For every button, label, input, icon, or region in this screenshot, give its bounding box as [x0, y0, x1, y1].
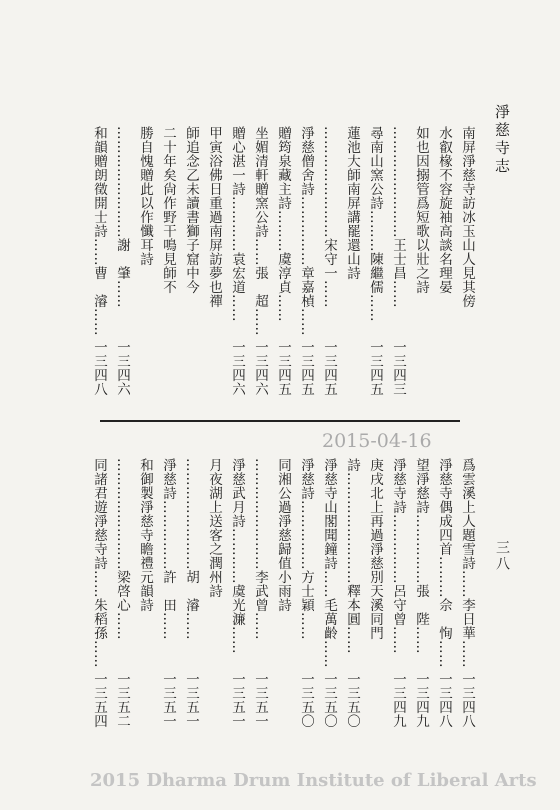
toc-entry-page: 一三四八: [459, 672, 475, 728]
toc-entry: [202, 126, 225, 396]
toc-entry-title: 詩……………………釋本圓……: [344, 458, 360, 654]
toc-entry-page: 一三四六: [114, 340, 130, 396]
toc-entry-title: 淨慈僧舍詩……………章嘉楨……: [298, 126, 314, 336]
toc-entry: [156, 126, 179, 396]
toc-entry: [110, 458, 133, 728]
toc-entry-title: 淨慈寺偶成四首………佘 恂……: [436, 458, 452, 668]
toc-entry-page: 一三五〇: [344, 672, 360, 728]
toc-entry: [386, 458, 409, 728]
toc-entry: [432, 126, 455, 396]
date-stamp: 2015-04-16: [322, 430, 432, 452]
toc-entry-page: 一三四八: [436, 672, 452, 728]
toc-entry: [179, 458, 202, 728]
toc-entry-page: 一三五〇: [298, 672, 314, 728]
toc-entry-title: 南屏淨慈寺訪冰玉山人見其傍: [459, 126, 475, 308]
toc-entry-title: 爲雲溪上人題雪詩……李日華……: [459, 458, 475, 668]
toc-entry-title: 望淨慈詩……………張 陛……: [413, 458, 429, 654]
toc-entry-title: 和御製淨慈寺瞻禮元韻詩: [137, 458, 153, 612]
toc-entry: [225, 126, 248, 396]
toc-entry-page: 一三四五: [321, 340, 337, 396]
toc-entry-title: 二十年矣尙作野干鳴見師不: [160, 126, 176, 294]
toc-entry-title: ……………………謝 肇……: [114, 126, 130, 308]
toc-entry-title: 蓮池大師南屏講罷還山詩: [344, 126, 360, 280]
toc-entry-title: 淨慈武月詩…………虞光濂……: [229, 458, 245, 654]
toc-entry: [156, 458, 179, 728]
toc-entry: [271, 126, 294, 396]
toc-entry-title: 淨慈詩……………方士穎……: [298, 458, 314, 640]
toc-entry-page: 一三四六: [252, 340, 268, 396]
toc-entry-title: ……………………李武曾……: [252, 458, 268, 640]
toc-entry-title: 庚戌北上再過淨慈別天溪同門: [367, 458, 383, 640]
toc-top-section: [87, 126, 478, 396]
toc-entry: [225, 458, 248, 728]
toc-entry: [363, 126, 386, 396]
toc-entry: [110, 126, 133, 396]
toc-entry-title: 同諸君遊淨慈寺詩……朱稻孫……: [91, 458, 107, 668]
toc-entry-page: 一三五四: [91, 672, 107, 728]
toc-entry: [340, 126, 363, 396]
toc-entry: [133, 458, 156, 728]
toc-entry-title: ……………………王士昌……: [390, 126, 406, 308]
toc-entry-page: 一三四九: [413, 672, 429, 728]
toc-entry-title: 甲寅浴佛日重過南屏訪夢也禪: [206, 126, 222, 308]
toc-entry: [179, 126, 202, 396]
toc-entry-page: 一三五二: [114, 672, 130, 728]
watermark-text: 2015 Dharma Drum Institute of Liberal Arts: [90, 770, 537, 791]
toc-entry-title: 勝自愧贈此以作懺耳詩: [137, 126, 153, 266]
toc-entry: [248, 458, 271, 728]
toc-entry-title: 如也因搦管爲短歌以壯之詩: [413, 126, 429, 294]
toc-entry-page: 一三五一: [229, 672, 245, 728]
page-number: 三八: [494, 540, 510, 572]
toc-entry-title: 坐媚清軒贈窯公詩……張 超……: [252, 126, 268, 336]
toc-entry: [294, 126, 317, 396]
toc-entry-title: 尋南山窯公詩………陳繼儒……: [367, 126, 383, 322]
toc-entry-page: 一三四五: [367, 340, 383, 396]
toc-entry: [432, 458, 455, 728]
toc-entry-page: 一三四三: [390, 340, 406, 396]
toc-entry: [202, 458, 225, 728]
toc-entry: [455, 458, 478, 728]
toc-entry-title: 贈心湛一詩…………袁宏道……: [229, 126, 245, 322]
toc-entry-title: 贈筠泉藏主詩………虞淳貞……: [275, 126, 291, 322]
toc-entry: [317, 126, 340, 396]
section-divider: [100, 420, 460, 422]
toc-entry-page: 一三四六: [229, 340, 245, 396]
toc-entry-page: 一三五一: [160, 672, 176, 728]
toc-entry: [455, 126, 478, 396]
toc-entry-title: ……………………梁啓心……: [114, 458, 130, 640]
running-header-title: 淨慈寺志: [493, 104, 511, 176]
toc-entry-title: 和韻贈朗徵開士詩……曹 濬……: [91, 126, 107, 336]
toc-entry-page: 一三四五: [275, 340, 291, 396]
toc-entry-title: 水叡椽不容旋袖高談名理晏: [436, 126, 452, 294]
toc-entry-page: 一三四八: [91, 340, 107, 396]
toc-entry-title: 淨慈寺山閣聞鐘詩……毛萬齡……: [321, 458, 337, 668]
toc-entry: [294, 458, 317, 728]
toc-entry: [87, 126, 110, 396]
toc-entry-page: 一三五〇: [321, 672, 337, 728]
toc-entry-title: 同湘公過淨慈歸值小雨詩: [275, 458, 291, 612]
toc-entry: [363, 458, 386, 728]
toc-entry-page: 一三四五: [298, 340, 314, 396]
toc-entry: [271, 458, 294, 728]
toc-entry-title: 師追念乙未讀書獅子窟中今: [183, 126, 199, 294]
toc-entry: [317, 458, 340, 728]
toc-bottom-section: [87, 458, 478, 728]
toc-entry-title: ……………………胡 濬……: [183, 458, 199, 640]
toc-entry: [409, 458, 432, 728]
toc-entry: [133, 126, 156, 396]
toc-entry: [248, 126, 271, 396]
toc-entry-title: 月夜湖上送客之潤州詩: [206, 458, 222, 598]
toc-entry-title: ……………………宋守一……: [321, 126, 337, 308]
toc-entry-page: 一三五一: [252, 672, 268, 728]
toc-entry-title: 淨慈詩……………許 田……: [160, 458, 176, 640]
toc-entry-page: 一三五一: [183, 672, 199, 728]
toc-entry-title: 淨慈寺詩……………呂守曾……: [390, 458, 406, 654]
toc-entry: [340, 458, 363, 728]
toc-entry: [87, 458, 110, 728]
toc-entry-page: 一三四九: [390, 672, 406, 728]
toc-entry: [386, 126, 409, 396]
toc-entry: [409, 126, 432, 396]
